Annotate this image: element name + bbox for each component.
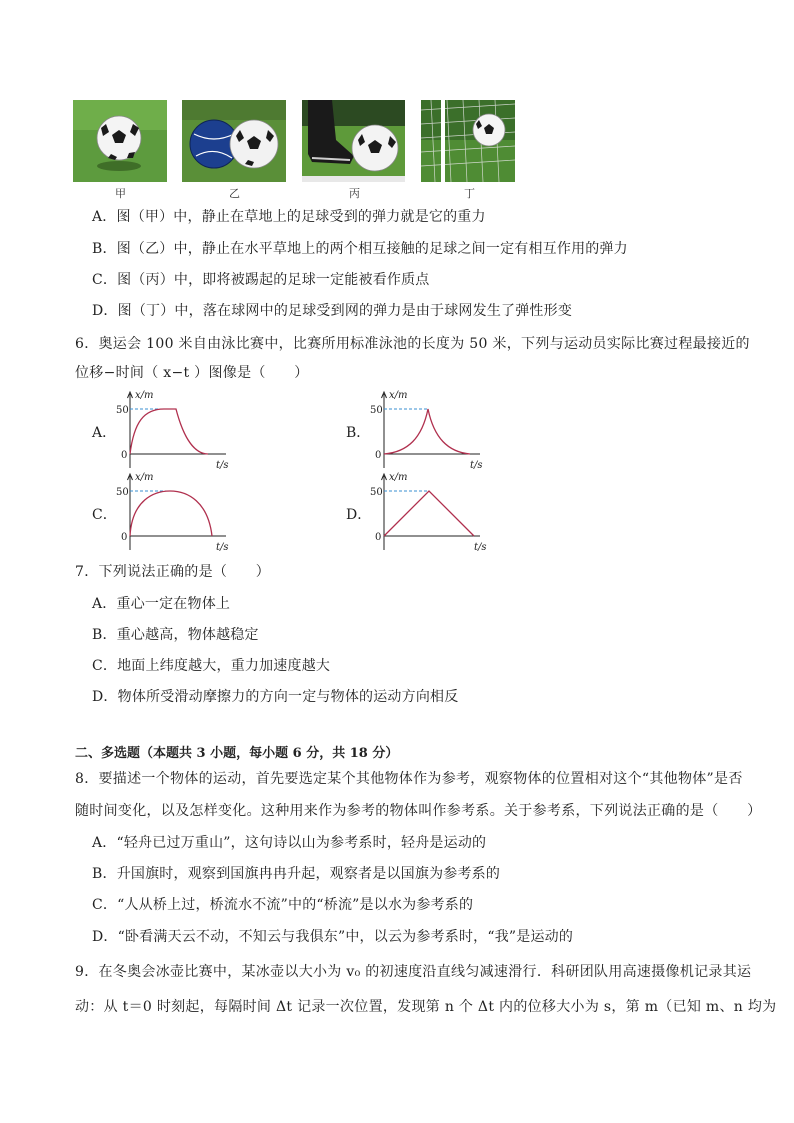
q7-stem: 7．下列说法正确的是（ ） bbox=[75, 564, 271, 580]
origin-label: 0 bbox=[121, 532, 128, 543]
photo-yi bbox=[182, 100, 286, 182]
q7-option-d: D．物体所受滑动摩擦力的方向一定与物体的运动方向相反 bbox=[92, 689, 459, 705]
q6-label-d: D． bbox=[346, 507, 372, 523]
q9-stem-line2: 动：从 t＝0 时刻起，每隔时间 Δt 记录一次位置，发现第 n 个 Δt 内的位移大小为 s，第 m（已知 m、n 均为 bbox=[75, 999, 777, 1015]
x-t-curve bbox=[130, 409, 208, 454]
y-tick-50: 50 bbox=[370, 405, 383, 416]
q8-option-d: D．“卧看满天云不动，不知云与我俱东”中，以云为参考系时，“我”是运动的 bbox=[92, 929, 574, 945]
origin-label: 0 bbox=[121, 450, 128, 461]
q6-graph-d bbox=[372, 470, 487, 552]
origin-label: 0 bbox=[375, 450, 382, 461]
y-tick-50: 50 bbox=[116, 487, 129, 498]
caption-yi: 乙 bbox=[229, 187, 240, 200]
y-axis-label: x/m bbox=[389, 472, 408, 483]
q7-option-c: C．地面上纬度越大，重力加速度越大 bbox=[92, 658, 331, 674]
q6-stem-line1: 6．奥运会 100 米自由泳比赛中，比赛所用标准泳池的长度为 50 米，下列与运动员实际比赛过程最接近的 bbox=[75, 336, 750, 352]
x-axis-label: t/s bbox=[216, 542, 229, 553]
photo-bing bbox=[302, 100, 405, 182]
x-t-curve bbox=[384, 409, 470, 454]
y-tick-50: 50 bbox=[370, 487, 383, 498]
x-t-curve bbox=[130, 491, 212, 536]
q8-option-b: B．升国旗时，观察到国旗冉冉升起，观察者是以国旗为参考系的 bbox=[92, 866, 501, 882]
x-axis-label: t/s bbox=[216, 460, 229, 471]
q6-label-b: B． bbox=[346, 425, 371, 441]
q6-graph-b bbox=[372, 388, 487, 470]
q6-label-a: A． bbox=[92, 425, 117, 441]
photo-jia bbox=[73, 100, 167, 182]
q5-option-d: D．图（丁）中，落在球网中的足球受到网的弹力是由于球网发生了弹性形变 bbox=[92, 303, 573, 319]
q8-stem-line2: 随时间变化，以及怎样变化。这种用来作为参考的物体叫作参考系。关于参考系，下列说法正确的是（ ） bbox=[75, 803, 762, 819]
x-t-curve bbox=[384, 491, 474, 536]
q9-stem-line1: 9．在冬奥会冰壶比赛中，某冰壶以大小为 v₀ 的初速度沿直线匀减速滑行．科研团队用高速摄像机记录其运 bbox=[75, 964, 752, 980]
caption-bing: 丙 bbox=[349, 187, 360, 200]
photo-ding bbox=[421, 100, 515, 182]
q8-stem-line1: 8．要描述一个物体的运动，首先要选定某个其他物体作为参考，观察物体的位置相对这个“其他物体”是否 bbox=[75, 771, 743, 787]
q5-option-b: B．图（乙）中，静止在水平草地上的两个相互接触的足球之间一定有相互作用的弹力 bbox=[92, 241, 628, 257]
origin-label: 0 bbox=[375, 532, 382, 543]
x-axis-label: t/s bbox=[474, 542, 487, 553]
q6-label-c: C． bbox=[92, 507, 117, 523]
q8-option-a: A．“轻舟已过万重山”，这句诗以山为参考系时，轻舟是运动的 bbox=[92, 835, 487, 851]
y-tick-50: 50 bbox=[116, 405, 129, 416]
q6-stem-line2: 位移−时间（ x−t ）图像是（ ） bbox=[75, 365, 309, 381]
q5-option-a: A．图（甲）中，静止在草地上的足球受到的弹力就是它的重力 bbox=[92, 209, 486, 225]
caption-ding: 丁 bbox=[464, 187, 475, 200]
q7-option-a: A．重心一定在物体上 bbox=[92, 596, 231, 612]
x-axis-label: t/s bbox=[470, 460, 483, 471]
y-axis-label: x/m bbox=[135, 390, 154, 401]
q8-option-c: C．“人从桥上过，桥流水不流”中的“桥流”是以水为参考系的 bbox=[92, 897, 474, 913]
q7-option-b: B．重心越高，物体越稳定 bbox=[92, 627, 259, 643]
y-axis-label: x/m bbox=[135, 472, 154, 483]
q6-graph-a bbox=[118, 388, 233, 470]
caption-jia: 甲 bbox=[115, 187, 126, 200]
y-axis-label: x/m bbox=[389, 390, 408, 401]
section-title: 二、多选题（本题共 3 小题，每小题 6 分，共 18 分） bbox=[75, 746, 399, 761]
q6-graph-c bbox=[118, 470, 233, 552]
q5-option-c: C．图（丙）中，即将被踢起的足球一定能被看作质点 bbox=[92, 272, 430, 288]
